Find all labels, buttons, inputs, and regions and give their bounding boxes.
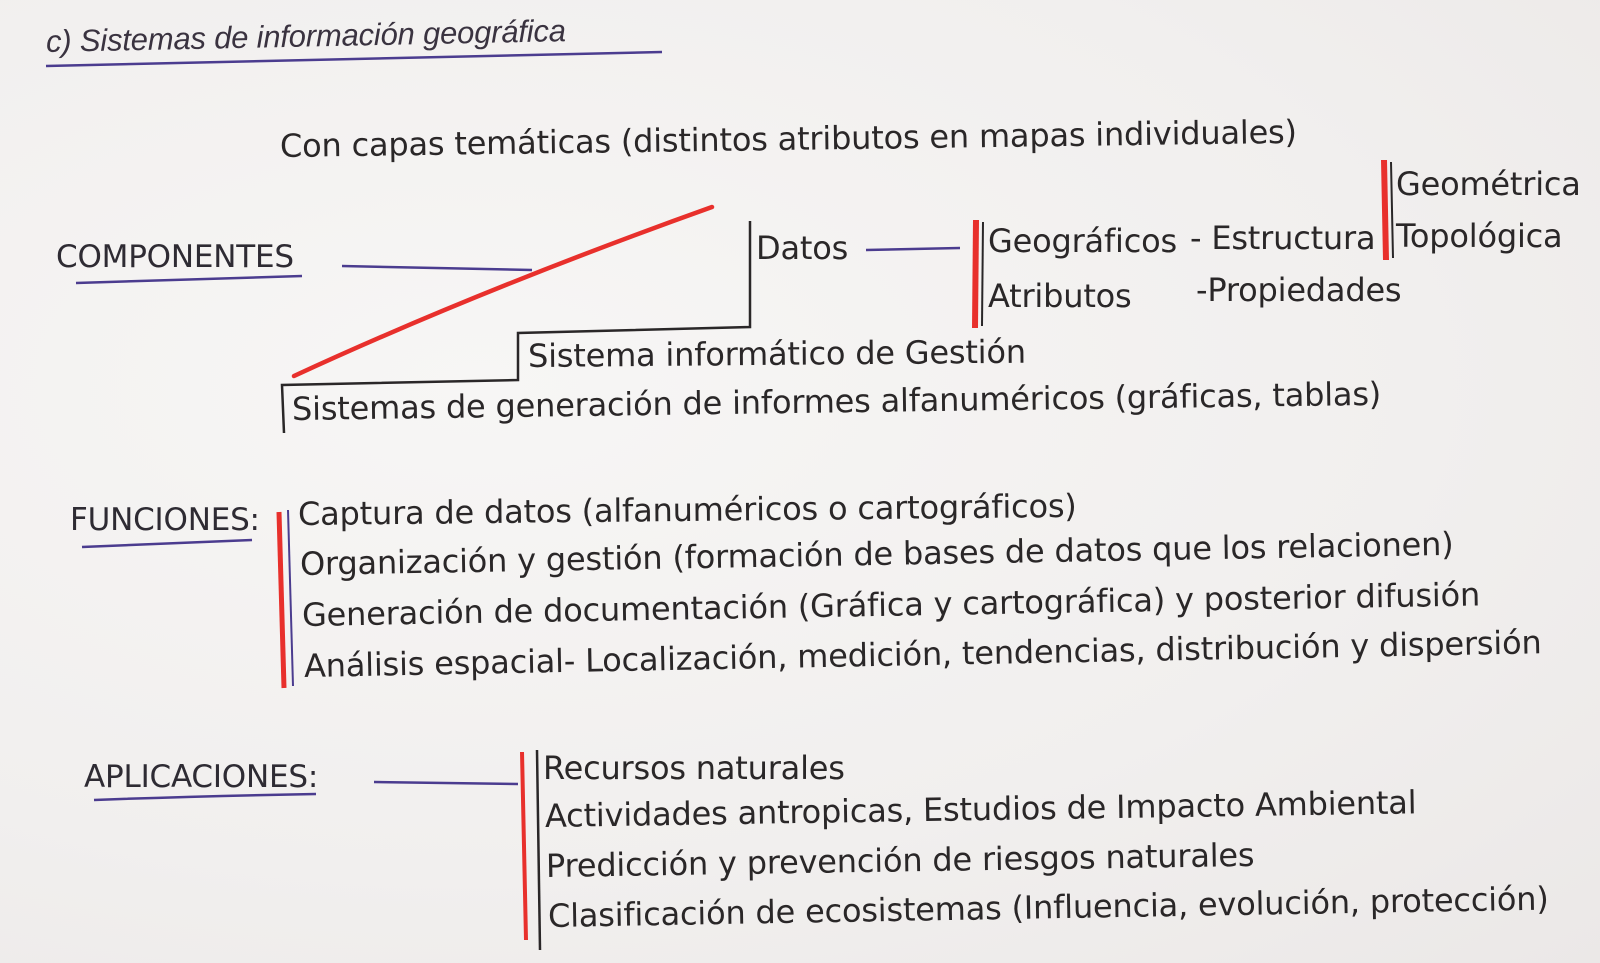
aplicaciones-item: Recursos naturales bbox=[543, 749, 845, 787]
estructura-label: - Estructura bbox=[1190, 219, 1376, 257]
funciones-item: Organización y gestión (formación de bases de datos que los relacionen) bbox=[299, 524, 1454, 583]
geo-bracket-red bbox=[975, 220, 976, 328]
aplicaciones-item: Predicción y prevención de riesgos naturales bbox=[545, 835, 1255, 885]
capas-tematicas-text: Con capas temáticas (distintos atributos en mapas individuales) bbox=[279, 112, 1298, 165]
propiedades-label: -Propiedades bbox=[1196, 271, 1402, 309]
funciones-bracket-ink bbox=[288, 510, 293, 686]
funciones-item: Análisis espacial- Localización, medición, tendencias, distribución y dispersión bbox=[303, 623, 1542, 685]
componentes-label: COMPONENTES bbox=[56, 239, 294, 275]
geometrica-label: Geométrica bbox=[1396, 165, 1581, 203]
sistema-gestion-label: Sistema informático de Gestión bbox=[527, 332, 1027, 375]
aplicaciones-item: Actividades antropicas, Estudios de Impacto Ambiental bbox=[544, 783, 1417, 835]
aplicaciones-connector bbox=[374, 782, 518, 784]
funciones-label: FUNCIONES: bbox=[70, 502, 260, 538]
geograficos-label: Geográficos bbox=[988, 222, 1177, 260]
atributos-label: Atributos bbox=[988, 277, 1132, 315]
componentes-connector bbox=[342, 266, 532, 270]
funciones-item: Generación de documentación (Gráfica y cartográfica) y posterior difusión bbox=[301, 575, 1481, 634]
geom-bracket-ink bbox=[1391, 162, 1393, 258]
funciones-bracket-red bbox=[279, 512, 284, 688]
funciones-item: Captura de datos (alfanuméricos o cartográficos) bbox=[297, 486, 1077, 533]
aplicaciones-bracket-ink bbox=[537, 750, 540, 950]
funciones-underline bbox=[82, 540, 252, 547]
topologica-label: Topológica bbox=[1396, 217, 1563, 255]
datos-label: Datos bbox=[756, 229, 849, 267]
geo-bracket-ink bbox=[982, 222, 983, 326]
geom-bracket-red bbox=[1384, 160, 1386, 260]
aplicaciones-label: APLICACIONES: bbox=[84, 759, 319, 795]
sistemas-informes-label: Sistemas de generación de informes alfanuméricos (gráficas, tablas) bbox=[291, 374, 1382, 428]
aplicaciones-item: Clasificación de ecosistemas (Influencia, evolución, protección) bbox=[547, 879, 1549, 935]
page-title: c) Sistemas de información geográfica bbox=[45, 13, 567, 59]
componentes-underline bbox=[76, 276, 302, 283]
datos-connector bbox=[866, 248, 960, 250]
aplicaciones-bracket-red bbox=[522, 752, 526, 940]
